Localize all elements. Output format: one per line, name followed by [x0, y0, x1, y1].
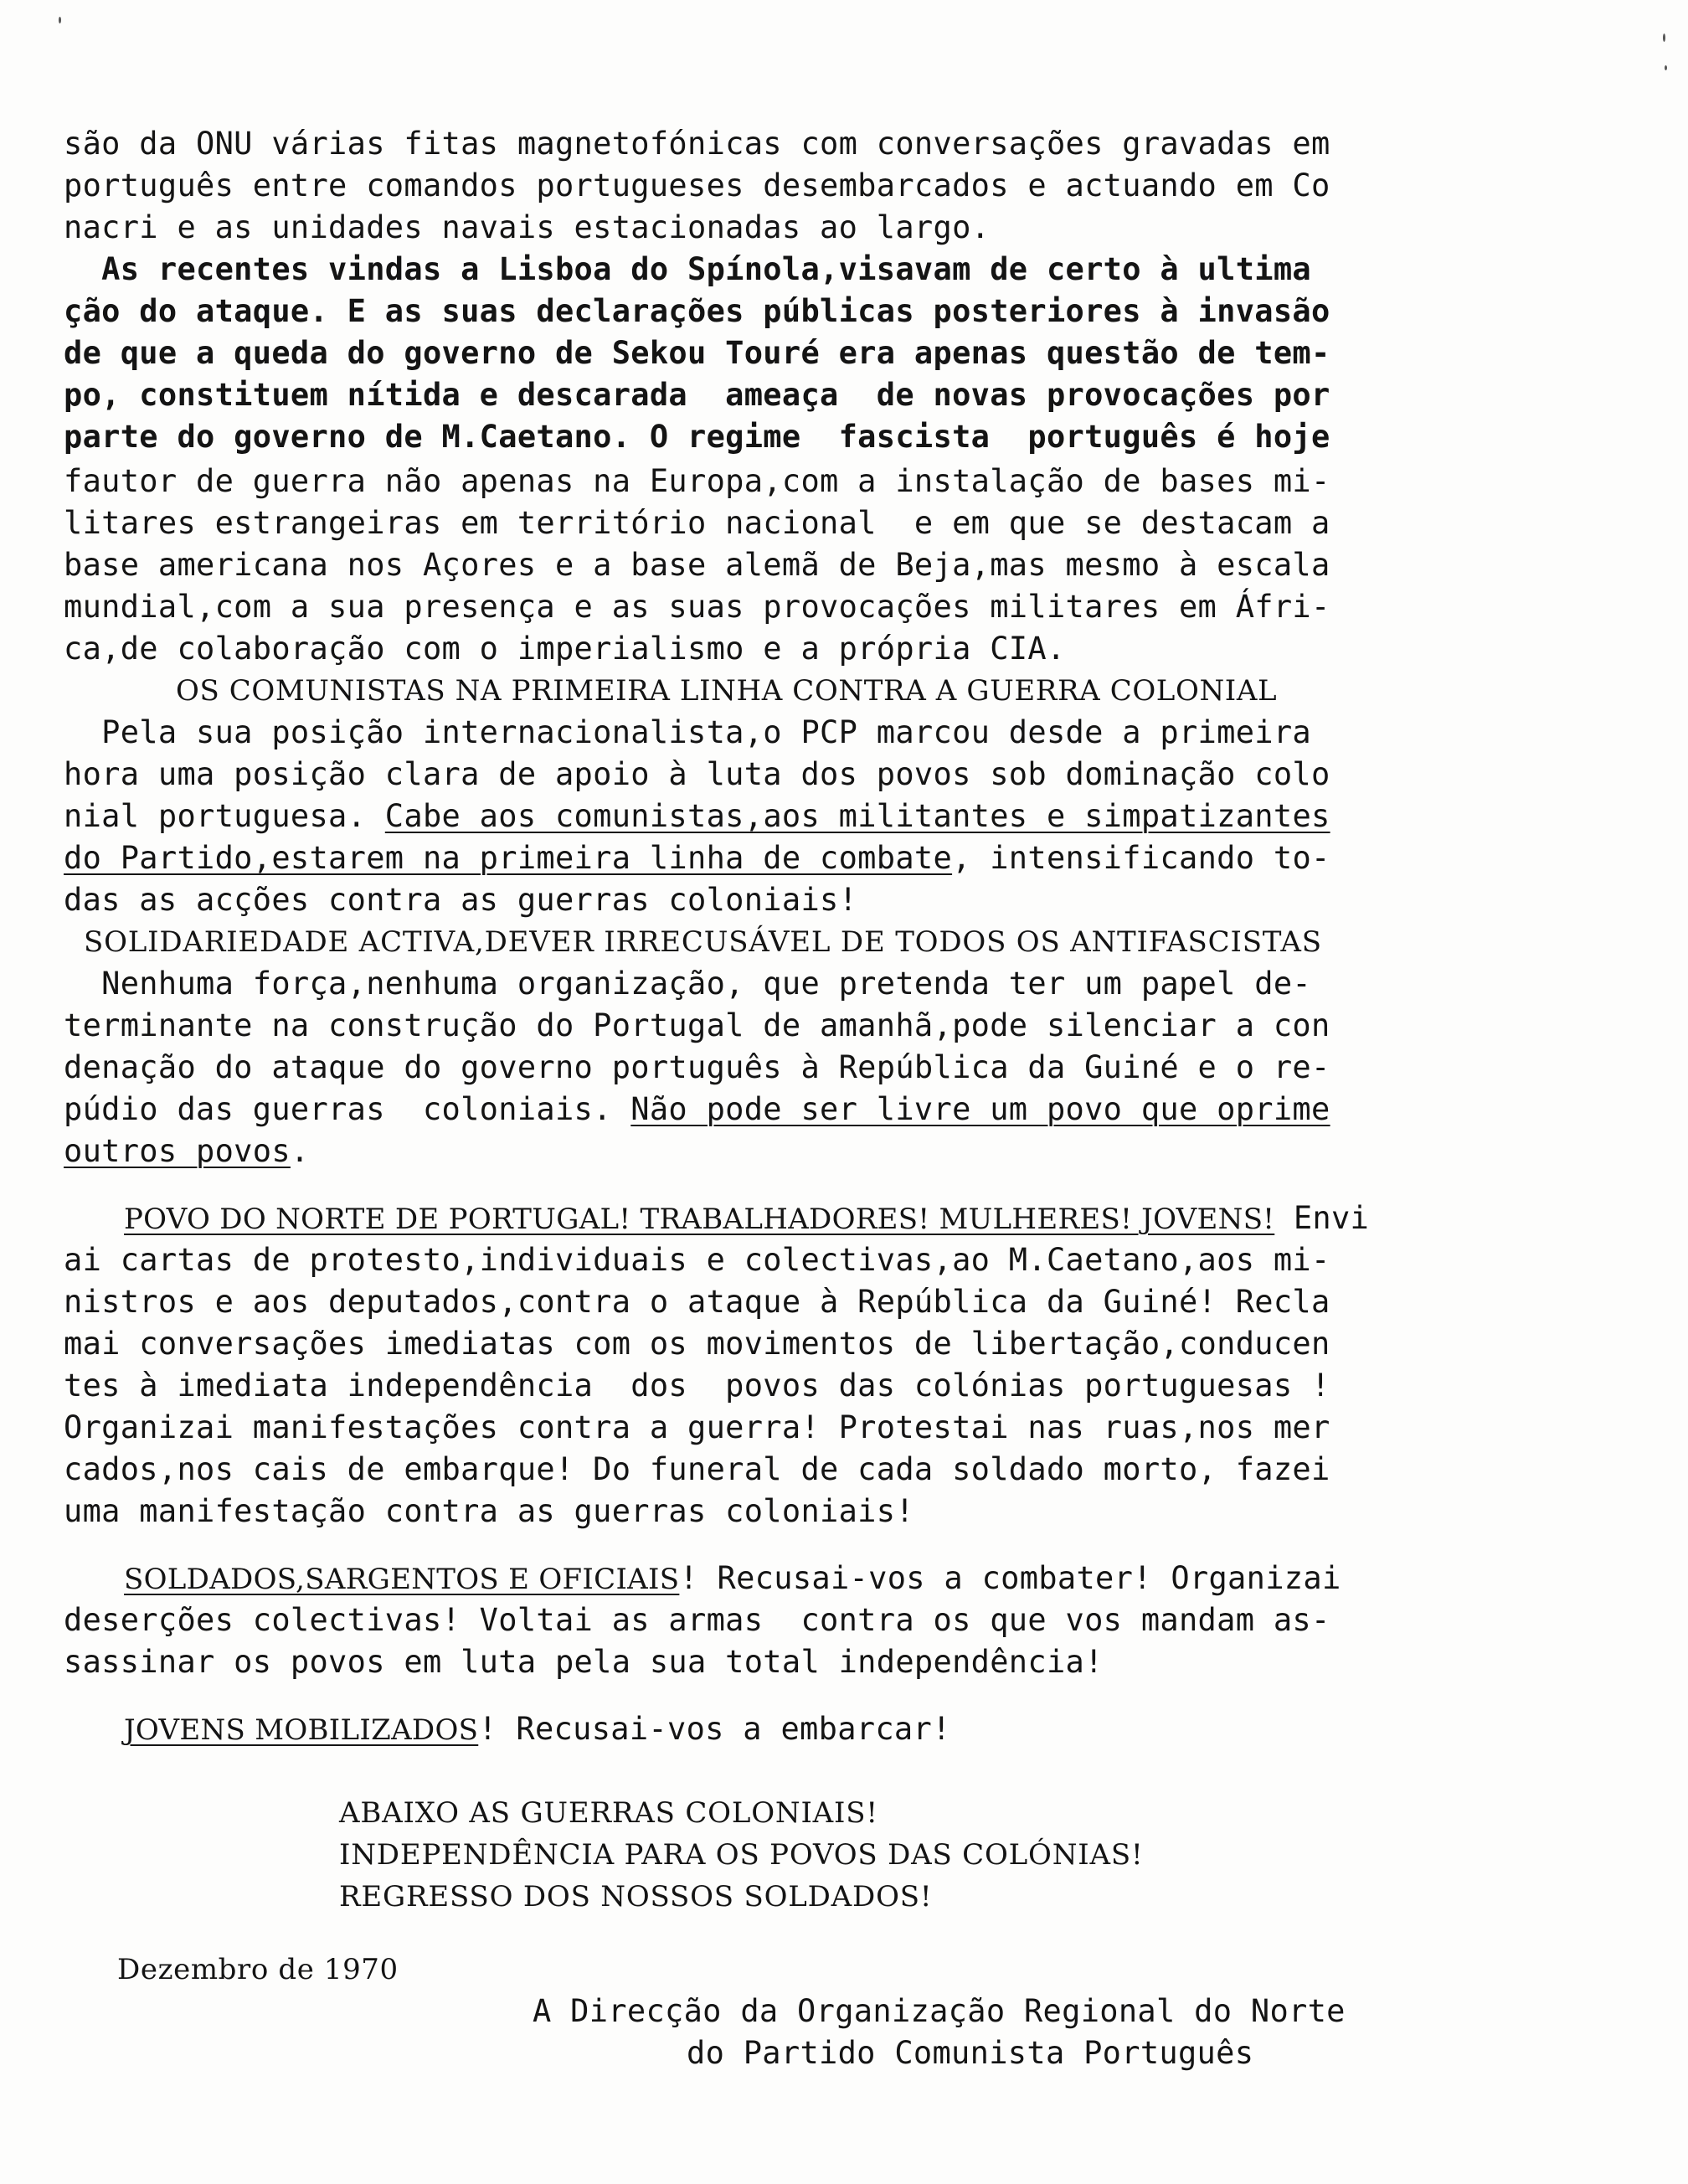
para5-line-7: cados,nos cais de embarque! Do funeral de cada soldado morto, fazei [64, 1451, 1330, 1487]
para5-line-8: uma manifestação contra as guerras coloniais! [64, 1493, 914, 1529]
para3-call-to-action-2: do Partido,estarem na primeira linha de combate [64, 840, 953, 876]
para2-line-4: po, constituem nítida e descarada ameaça de novas provocações por [64, 377, 1330, 413]
signature-line-1: A Direcção da Organização Regional do Norte [533, 1993, 1346, 2029]
heading-solidarity: SOLIDARIEDADE ACTIVA,DEVER IRRECUSÁVEL DE TODOS OS ANTIFASCISTAS [84, 925, 1322, 959]
para4-line-4-text: púdio das guerras coloniais. [64, 1091, 631, 1127]
para6-line-1 [124, 1562, 1341, 1596]
para4-emphasis-1: Não pode ser livre um povo que oprime [630, 1091, 1330, 1127]
para4-line-2: terminante na construção do Portugal de amanhã,pode silenciar a con [64, 1007, 1330, 1043]
para3-line-3 [64, 800, 1330, 833]
para6-line-1-text: ! Recusai-vos a combater! Organizai [679, 1560, 1341, 1596]
para2-line-9: mundial,com a sua presença e as suas provocações militares em Áfri- [64, 589, 1330, 625]
para4-line-5 [64, 1135, 310, 1168]
intro-line-3: nacri e as unidades navais estacionadas ao largo. [64, 209, 991, 245]
para2-line-2: ção do ataque. E as suas declarações públicas posteriores à invasão [64, 293, 1330, 329]
para2-line-10: ca,de colaboração com o imperialismo e a própria CIA. [64, 631, 1066, 667]
para5-line-5: tes à imediata independência dos povos das colónias portuguesas ! [64, 1368, 1330, 1404]
para4-line-3: denação do ataque do governo português à República da Guiné e o re- [64, 1049, 1330, 1085]
para2-line-1: As recentes vindas a Lisboa do Spínola,visavam de certo à ultima [64, 251, 1312, 287]
para3-line-1: Pela sua posição internacionalista,o PCP marcou desde a primeira [64, 714, 1312, 750]
para4-line-5-text: . [290, 1133, 310, 1169]
para6-line-2: deserções colectivas! Voltai as armas contra os que vos mandam as- [64, 1602, 1330, 1638]
slogan-2: INDEPENDÊNCIA PARA OS POVOS DAS COLÓNIAS! [339, 1838, 1144, 1872]
para3-line-4 [64, 842, 1330, 875]
para2-line-5: parte do governo de M.Caetano. O regime fascista português é hoje [64, 419, 1330, 455]
para4-emphasis-2: outros povos [64, 1133, 291, 1169]
document-date: Dezembro de 1970 [117, 1953, 399, 1986]
para3-line-5: das as acções contra as guerras coloniais! [64, 882, 858, 918]
scan-speck [1665, 65, 1667, 70]
para7-line-1 [124, 1713, 951, 1747]
scan-speck [1663, 33, 1665, 42]
para4-line-1: Nenhuma força,nenhuma organização, que pretenda ter um papel de- [64, 966, 1312, 1002]
para7-heading: JOVENS MOBILIZADOS [124, 1713, 479, 1747]
para3-call-to-action-1: Cabe aos comunistas,aos militantes e simpatizantes [384, 798, 1330, 834]
signature-line-2: do Partido Comunista Português [687, 2035, 1254, 2071]
para5-heading: POVO DO NORTE DE PORTUGAL! TRABALHADORES! MULHERES! JOVENS! [124, 1203, 1275, 1236]
slogan-3: REGRESSO DOS NOSSOS SOLDADOS! [339, 1880, 933, 1914]
para6-line-3: sassinar os povos em luta pela sua total independência! [64, 1644, 1104, 1680]
slogan-1: ABAIXO AS GUERRAS COLONIAIS! [339, 1796, 878, 1830]
para3-line-2: hora uma posição clara de apoio à luta dos povos sob dominação colo [64, 756, 1330, 792]
intro-line-1: são da ONU várias fitas magnetofónicas com conversações gravadas em [64, 126, 1330, 162]
para3-line-3-text: nial portuguesa. [64, 798, 385, 834]
heading-communists: OS COMUNISTAS NA PRIMEIRA LINHA CONTRA A GUERRA COLONIAL [176, 674, 1278, 708]
intro-line-2: português entre comandos portugueses desembarcados e actuando em Co [64, 167, 1330, 203]
para5-line-6: Organizai manifestações contra a guerra! Protestai nas ruas,nos mer [64, 1409, 1330, 1445]
para5-line-1-text: Envi [1274, 1200, 1370, 1236]
para2-line-7: litares estrangeiras em território nacional e em que se destacam a [64, 505, 1330, 541]
para3-line-4-text: , intensificando to- [952, 840, 1330, 876]
para7-line-1-text: ! Recusai-vos a embarcar! [478, 1711, 951, 1747]
para2-line-6: fautor de guerra não apenas na Europa,com a instalação de bases mi- [64, 463, 1330, 499]
para5-line-4: mai conversações imediatas com os movimentos de libertação,conducen [64, 1326, 1330, 1362]
para4-line-4 [64, 1093, 1330, 1126]
scan-speck [59, 17, 61, 23]
para6-heading: SOLDADOS,SARGENTOS E OFICIAIS [124, 1563, 680, 1596]
para2-line-8: base americana nos Açores e a base alemã de Beja,mas mesmo à escala [64, 547, 1330, 583]
para2-line-3: de que a queda do governo de Sekou Touré era apenas questão de tem- [64, 335, 1330, 371]
para5-line-2: ai cartas de protesto,individuais e colectivas,ao M.Caetano,aos mi- [64, 1242, 1330, 1278]
para5-line-1 [124, 1202, 1369, 1236]
para5-line-3: nistros e aos deputados,contra o ataque à República da Guiné! Recla [64, 1284, 1330, 1320]
